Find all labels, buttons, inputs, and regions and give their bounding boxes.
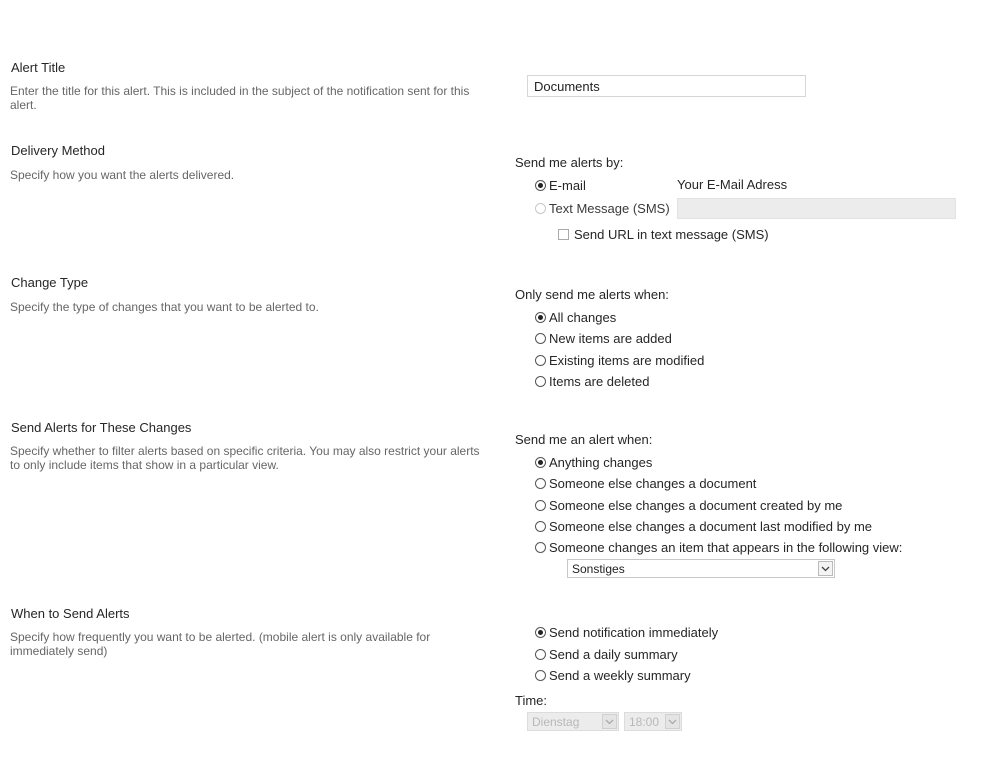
email-label: E-mail — [549, 177, 586, 193]
filter-radio[interactable] — [535, 521, 546, 532]
send-url-option[interactable] — [558, 226, 769, 242]
filter-label: Someone else changes a document — [549, 475, 757, 491]
change-type-prompt: Only send me alerts when: — [515, 287, 669, 302]
sms-option[interactable] — [535, 200, 670, 216]
alert-title-input[interactable] — [527, 75, 806, 97]
view-select[interactable] — [567, 559, 835, 578]
delivery-prompt: Send me alerts by: — [515, 155, 624, 170]
frequency-option[interactable] — [535, 646, 678, 662]
frequency-label: Send a weekly summary — [549, 667, 691, 683]
email-address: Your E-Mail Adress — [677, 177, 788, 192]
chevron-down-icon[interactable] — [818, 561, 833, 576]
hour-select-value: 18:00 — [629, 714, 660, 729]
change-type-heading: Change Type — [11, 275, 89, 290]
sms-label: Text Message (SMS) — [549, 200, 670, 216]
day-select-value: Dienstag — [532, 714, 580, 729]
change-type-radio[interactable] — [535, 376, 546, 387]
change-type-option[interactable] — [535, 330, 672, 346]
change-type-label: Items are deleted — [549, 373, 650, 389]
change-type-radio[interactable] — [535, 312, 546, 323]
filter-radio[interactable] — [535, 542, 546, 553]
view-select-value: Sonstiges — [572, 561, 625, 576]
sms-radio[interactable] — [535, 203, 546, 214]
when-to-send-description: Specify how frequently you want to be alerted. (mobile alert is only available for immediately send) — [10, 630, 431, 658]
filter-description: Specify whether to filter alerts based on specific criteria. You may also restrict your alerts to only include items that show in a particular view. — [10, 444, 480, 472]
change-type-label: Existing items are modified — [549, 352, 705, 368]
sms-number-input[interactable] — [677, 198, 956, 219]
frequency-option[interactable] — [535, 624, 718, 640]
frequency-label: Send notification immediately — [549, 624, 719, 640]
change-type-label: All changes — [549, 309, 617, 325]
filter-option[interactable] — [535, 518, 872, 534]
alert-title-description: Enter the title for this alert. This is included in the subject of the notification sent for this alert. — [10, 84, 470, 112]
change-type-option[interactable] — [535, 309, 616, 325]
chevron-down-icon[interactable] — [665, 714, 680, 729]
change-type-label: New items are added — [549, 330, 672, 346]
send-url-label: Send URL in text message (SMS) — [574, 226, 769, 242]
hour-select[interactable] — [624, 712, 682, 731]
frequency-option[interactable] — [535, 667, 691, 683]
filter-radio[interactable] — [535, 500, 546, 511]
change-type-description: Specify the type of changes that you want to be alerted to. — [10, 300, 319, 314]
delivery-method-heading: Delivery Method — [11, 143, 105, 158]
alert-title-heading: Alert Title — [11, 60, 66, 75]
filter-radio[interactable] — [535, 457, 546, 468]
change-type-radio[interactable] — [535, 355, 546, 366]
filter-label: Someone changes an item that appears in the following view: — [549, 539, 903, 555]
email-radio[interactable] — [535, 180, 546, 191]
filter-label: Someone else changes a document last modified by me — [549, 518, 873, 534]
time-label: Time: — [515, 693, 548, 708]
frequency-label: Send a daily summary — [549, 646, 678, 662]
filter-option[interactable] — [535, 539, 902, 555]
chevron-down-icon[interactable] — [602, 714, 617, 729]
filter-heading: Send Alerts for These Changes — [11, 420, 192, 435]
email-option[interactable] — [535, 177, 586, 193]
send-url-checkbox[interactable] — [558, 229, 569, 240]
when-to-send-heading: When to Send Alerts — [11, 606, 130, 621]
change-type-option[interactable] — [535, 352, 704, 368]
filter-prompt: Send me an alert when: — [515, 432, 653, 447]
delivery-method-description: Specify how you want the alerts delivered. — [10, 168, 235, 182]
filter-label: Anything changes — [549, 454, 653, 470]
filter-option[interactable] — [535, 475, 756, 491]
change-type-radio[interactable] — [535, 333, 546, 344]
frequency-radio[interactable] — [535, 649, 546, 660]
filter-option[interactable] — [535, 454, 652, 470]
filter-option[interactable] — [535, 497, 842, 513]
filter-radio[interactable] — [535, 478, 546, 489]
day-select[interactable] — [527, 712, 619, 731]
frequency-radio[interactable] — [535, 627, 546, 638]
change-type-option[interactable] — [535, 373, 649, 389]
frequency-radio[interactable] — [535, 670, 546, 681]
filter-label: Someone else changes a document created by me — [549, 497, 843, 513]
